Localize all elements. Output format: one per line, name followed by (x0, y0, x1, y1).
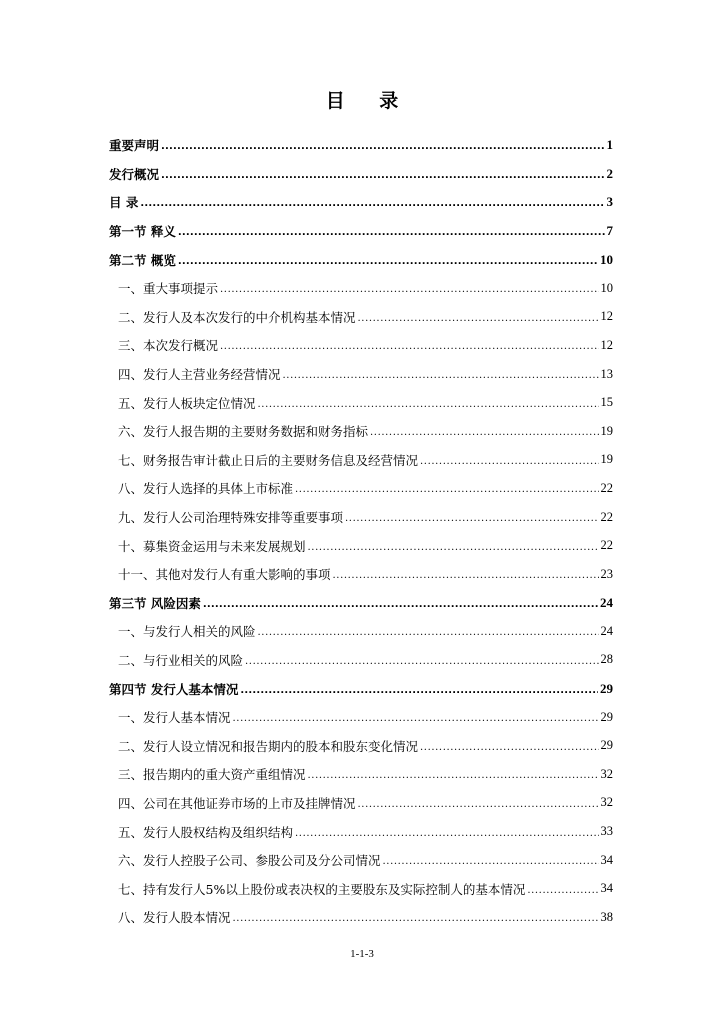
dot-leader (178, 224, 605, 238)
toc-entry-page-number: 22 (600, 538, 613, 553)
dot-leader (345, 510, 598, 524)
toc-entry-label: 第二节 概览 (109, 252, 176, 268)
toc-entry-label: 七、财务报告审计截止日后的主要财务信息及经营情况 (118, 452, 419, 468)
dot-leader (240, 682, 598, 696)
toc-entry-page-number: 29 (600, 709, 613, 724)
toc-chapter-entry[interactable] (109, 589, 613, 618)
toc-entry-page-number: 12 (600, 309, 613, 324)
toc-entry-page-number: 34 (600, 852, 613, 867)
dot-leader (161, 167, 604, 181)
toc-entry-label: 三、报告期内的重大资产重组情况 (118, 767, 306, 783)
table-of-contents (109, 131, 613, 932)
toc-section-entry[interactable] (109, 531, 613, 560)
toc-entry-page-number: 34 (600, 881, 613, 896)
toc-section-entry[interactable] (109, 760, 613, 789)
dot-leader (295, 825, 598, 839)
toc-entry-page-number: 19 (600, 452, 613, 467)
page-title: 目 录 (325, 90, 413, 112)
toc-entry-page-number: 22 (600, 480, 613, 495)
toc-entry-page-number: 24 (600, 594, 613, 610)
toc-section-entry[interactable] (109, 617, 613, 646)
toc-section-entry[interactable] (109, 703, 613, 732)
dot-leader (308, 767, 599, 781)
toc-section-entry[interactable] (109, 474, 613, 503)
toc-entry-page-number: 32 (600, 766, 613, 781)
toc-chapter-entry[interactable] (109, 131, 613, 160)
toc-entry-label: 第四节 发行人基本情况 (109, 681, 239, 697)
toc-section-entry[interactable] (109, 446, 613, 475)
dot-leader (178, 253, 598, 267)
toc-section-entry[interactable] (109, 731, 613, 760)
toc-chapter-entry[interactable] (109, 245, 613, 274)
toc-section-entry[interactable] (109, 646, 613, 675)
toc-entry-label: 五、发行人股权结构及组织结构 (118, 824, 294, 840)
dot-leader (527, 882, 598, 896)
dot-leader (220, 338, 598, 352)
toc-entry-page-number: 29 (600, 738, 613, 753)
toc-section-entry[interactable] (109, 331, 613, 360)
dot-leader (140, 195, 604, 209)
toc-entry-page-number: 10 (600, 251, 613, 267)
dot-leader (203, 596, 598, 610)
toc-entry-page-number: 29 (600, 680, 613, 696)
toc-section-entry[interactable] (109, 560, 613, 589)
dot-leader (420, 453, 598, 467)
toc-entry-label: 七、持有发行人5%以上股份或表决权的主要股东及实际控制人的基本情况 (118, 881, 526, 897)
toc-section-entry[interactable] (109, 789, 613, 818)
dot-leader (161, 138, 604, 152)
toc-entry-label: 发行概况 (109, 166, 160, 182)
dot-leader (295, 481, 598, 495)
dot-leader (333, 567, 599, 581)
toc-section-entry[interactable] (109, 417, 613, 446)
page-number-footer: 1-1-3 (350, 948, 374, 960)
toc-entry-page-number: 13 (600, 366, 613, 381)
toc-entry-label: 四、发行人主营业务经营情况 (118, 367, 281, 383)
toc-entry-label: 三、本次发行概况 (118, 338, 219, 354)
toc-entry-label: 八、发行人选择的具体上市标准 (118, 481, 294, 497)
toc-entry-label: 十、募集资金运用与未来发展规划 (118, 538, 306, 554)
toc-chapter-entry[interactable] (109, 674, 613, 703)
dot-leader (358, 796, 599, 810)
toc-entry-label: 二、与行业相关的风险 (118, 652, 244, 668)
toc-entry-page-number: 7 (606, 223, 613, 239)
toc-entry-label: 六、发行人控股子公司、参股公司及分公司情况 (118, 853, 381, 869)
toc-entry-label: 二、发行人及本次发行的中介机构基本情况 (118, 309, 356, 325)
dot-leader (258, 624, 599, 638)
dot-leader (308, 539, 599, 553)
toc-entry-label: 二、发行人设立情况和报告期内的股本和股东变化情况 (118, 738, 419, 754)
toc-entry-page-number: 24 (600, 623, 613, 638)
dot-leader (245, 653, 598, 667)
toc-entry-page-number: 15 (600, 395, 613, 410)
dot-leader (370, 424, 598, 438)
toc-entry-label: 五、发行人板块定位情况 (118, 395, 256, 411)
dot-leader (383, 853, 599, 867)
toc-chapter-entry[interactable] (109, 160, 613, 189)
toc-section-entry[interactable] (109, 360, 613, 389)
dot-leader (283, 367, 599, 381)
toc-entry-label: 十一、其他对发行人有重大影响的事项 (118, 567, 331, 583)
toc-entry-label: 一、与发行人相关的风险 (118, 624, 256, 640)
toc-entry-page-number: 33 (600, 824, 613, 839)
toc-section-entry[interactable] (109, 303, 613, 332)
toc-section-entry[interactable] (109, 503, 613, 532)
dot-leader (258, 396, 599, 410)
toc-section-entry[interactable] (109, 274, 613, 303)
dot-leader (358, 310, 599, 324)
toc-entry-page-number: 28 (600, 652, 613, 667)
toc-entry-page-number: 12 (600, 337, 613, 352)
toc-entry-page-number: 19 (600, 423, 613, 438)
toc-entry-label: 一、重大事项提示 (118, 281, 219, 297)
toc-entry-page-number: 10 (600, 280, 613, 295)
dot-leader (233, 910, 599, 924)
toc-entry-page-number: 23 (600, 566, 613, 581)
toc-entry-page-number: 32 (600, 795, 613, 810)
toc-entry-label: 一、发行人基本情况 (118, 710, 231, 726)
toc-entry-label: 第一节 释义 (109, 224, 176, 240)
toc-section-entry[interactable] (109, 903, 613, 932)
toc-entry-page-number: 22 (600, 509, 613, 524)
dot-leader (220, 281, 598, 295)
toc-entry-label: 九、发行人公司治理特殊安排等重要事项 (118, 510, 344, 526)
toc-entry-page-number: 2 (606, 165, 613, 181)
toc-section-entry[interactable] (109, 817, 613, 846)
toc-section-entry[interactable] (109, 388, 613, 417)
toc-entry-page-number: 38 (600, 909, 613, 924)
toc-entry-label: 第三节 风险因素 (109, 595, 201, 611)
toc-entry-label: 四、公司在其他证券市场的上市及挂牌情况 (118, 795, 356, 811)
toc-entry-page-number: 3 (606, 194, 613, 210)
toc-entry-label: 目 录 (109, 195, 139, 211)
dot-leader (420, 739, 598, 753)
toc-entry-page-number: 1 (606, 137, 613, 153)
toc-entry-label: 六、发行人报告期的主要财务数据和财务指标 (118, 424, 369, 440)
toc-entry-label: 重要声明 (109, 138, 160, 154)
toc-chapter-entry[interactable] (109, 217, 613, 246)
dot-leader (233, 710, 599, 724)
toc-section-entry[interactable] (109, 846, 613, 875)
toc-section-entry[interactable] (109, 874, 613, 903)
toc-entry-label: 八、发行人股本情况 (118, 910, 231, 926)
toc-chapter-entry[interactable] (109, 188, 613, 217)
